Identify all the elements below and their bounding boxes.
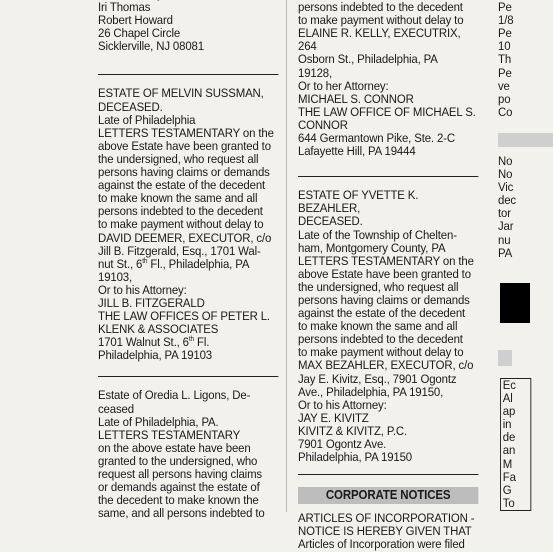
text-line: 10 [498, 39, 511, 54]
text-line: Philadelphia, PA 19103 [98, 348, 213, 363]
text-line: to make payment without delay to [98, 217, 264, 232]
text-line: Pe [498, 0, 512, 15]
text-line: Jay E. Kivitz, Esq., 7901 Ogontz [298, 371, 457, 386]
text-line: Or to her Attorney: [298, 78, 389, 93]
text-line: NOTICE IS HEREBY GIVEN THAT [298, 524, 472, 539]
text-line: ham, Montgomery County, PA [298, 240, 446, 255]
text-line: the decedent to make known the [98, 493, 259, 508]
text-line: KLENK & ASSOCIATES [98, 322, 219, 337]
text-line: No [498, 153, 513, 168]
text-line: Late of Philadelphia, PA. [98, 414, 219, 429]
text-line: No [498, 167, 513, 182]
text-line: Fa [502, 469, 516, 484]
notice-articles-incorporation [298, 512, 478, 551]
text-line: Th [498, 52, 512, 67]
text-line: against the estate of the decedent [298, 306, 466, 321]
text-line: ESTATE OF MELVIN SUSSMAN, [98, 86, 264, 101]
section-heading-corporate-notices: CORPORATE NOTICES [298, 487, 478, 504]
text-line: 644 Germantown Pike, Ste. 2-C [298, 131, 455, 146]
text-line: persons indebted to the decedent [98, 204, 263, 219]
text-line: M [502, 456, 513, 471]
text-line: against the estate of the decedent [98, 178, 266, 193]
text-line: THE LAW OFFICES OF PETER L. [98, 309, 270, 324]
text-line: to make known the same and all [298, 319, 458, 334]
text-line: ESTATE OF YVETTE K. BEZAHLER, [298, 188, 419, 216]
text-line: 1701 Walnut St., 6th Fl. [98, 335, 210, 350]
text-line: Jill B. Fitzgerald, Esq., 1701 Wal- [98, 243, 261, 258]
text-line: request all persons having claims [98, 467, 262, 481]
text-line: nu [498, 232, 511, 247]
text-line: THE LAW OFFICE OF MICHAEL S. [298, 104, 476, 119]
text-line: 26 Chapel Circle [98, 26, 181, 41]
text-line: Jar [498, 219, 514, 234]
text-line: tor [498, 206, 511, 221]
notice-divider [298, 474, 478, 475]
notice-divider [98, 376, 278, 377]
column-3-mid-fragment [498, 155, 553, 260]
text-line: LETTERS TESTAMENTARY [98, 427, 241, 442]
text-line: dec [498, 193, 516, 208]
text-line: Late of the Township of Chelten- [298, 227, 457, 242]
notice-bezahler-estate [298, 189, 478, 464]
text-line: in [502, 417, 512, 432]
text-line: Sicklerville, NJ 08081 [98, 39, 204, 54]
text-line: Lafayette Hill, PA 19444 [298, 144, 416, 159]
prior-notice-ending [98, 0, 278, 53]
text-line: Osborn St., Philadelphia, PA [298, 52, 438, 67]
text-line: Late of Philadelphia [98, 112, 196, 127]
text-line: ARTICLES OF INCORPORATION - [298, 511, 475, 526]
text-line: Co [498, 104, 513, 119]
notice-divider [98, 74, 278, 75]
text-line: Or to his Attorney: [298, 397, 387, 412]
text-line: ap [502, 404, 516, 419]
column-3-boxed-notice [500, 378, 531, 511]
text-line: Philadelphia, PA 19150 [298, 450, 413, 465]
column-3-clipped [498, 0, 553, 260]
text-line: Pe [498, 65, 512, 80]
text-line: nut St., 6th Fl., Philadelphia, PA [98, 256, 250, 271]
text-line: above Estate have been granted to [98, 138, 271, 153]
text-line: Ave., Philadelphia, PA 19150, [298, 384, 444, 399]
notice-ligons-estate [98, 389, 278, 520]
text-line: Iri Thomas [98, 0, 151, 15]
text-line: po [498, 91, 511, 106]
text-line: Vic [498, 180, 514, 195]
text-line: ceased [98, 401, 134, 416]
section-heading-bar [498, 350, 512, 366]
text-line: DECEASED. [298, 214, 363, 229]
kelly-notice-ending [298, 0, 478, 158]
text-line: persons having claims or demands [298, 292, 470, 307]
large-number-graphic: 1 [500, 283, 530, 323]
text-line: To [502, 495, 515, 510]
text-line: Robert Howard [98, 13, 173, 28]
notice-divider [298, 176, 478, 177]
text-line: MAX BEZAHLER, EXECUTOR, c/o [298, 358, 474, 373]
column-1 [98, 0, 278, 520]
text-line: Pe [498, 26, 512, 41]
text-line: same, and all persons indebted to [98, 506, 265, 521]
text-line: Or to his Attorney: [98, 282, 187, 297]
text-line: 19128, [298, 65, 333, 80]
text-line: Articles of Incorporation were filed [298, 537, 465, 552]
text-line: persons indebted to the decedent [298, 332, 463, 347]
text-line: ve [498, 78, 510, 93]
text-line: LETTERS TESTAMENTARY on the [98, 125, 274, 140]
text-line: Ec [502, 378, 516, 392]
text-line: PA [498, 245, 513, 260]
text-line: granted to the undersigned, who [98, 453, 258, 468]
text-line: 7901 Ogontz Ave. [298, 437, 387, 451]
notice-sussman-estate [98, 87, 278, 362]
text-line: DAVID DEEMER, EXECUTOR, c/o [98, 230, 272, 245]
text-line: CONNOR [298, 117, 348, 132]
text-line: an [502, 443, 516, 458]
column-divider [286, 0, 287, 512]
text-line: Estate of Oredia L. Ligons, De- [98, 388, 251, 403]
text-line: KIVITZ & KIVITZ, P.C. [298, 423, 408, 438]
text-line: MICHAEL S. CONNOR [298, 91, 414, 106]
column-3-top-fragment [498, 0, 553, 119]
text-line: the undersigned, who request all [298, 279, 459, 294]
text-line: LETTERS TESTAMENTARY on the [298, 253, 474, 268]
text-line: G [502, 482, 512, 497]
text-line: on the above estate have been [98, 440, 251, 455]
column-2 [298, 0, 478, 552]
text-line: above Estate have been granted to [298, 266, 471, 281]
text-line: 19103, [98, 269, 133, 284]
section-heading-bar [498, 133, 553, 147]
text-line: or demands against the estate of [98, 480, 260, 495]
text-line: de [502, 430, 516, 445]
text-line: JAY E. KIVITZ [298, 410, 369, 425]
text-line: persons indebted to the decedent [298, 0, 463, 15]
text-line: to make payment without delay to [298, 13, 464, 28]
text-line: DECEASED. [98, 99, 163, 114]
text-line: persons having claims or demands [98, 165, 270, 180]
text-line: 1/8 [498, 13, 514, 28]
text-line: to make payment without delay to [298, 345, 464, 360]
text-line: Al [502, 391, 513, 406]
text-line: ELAINE R. KELLY, EXECUTRIX, 264 [298, 26, 461, 54]
text-line: the undersigned, who request all [98, 151, 259, 166]
text-line: to make known the same and all [98, 191, 258, 206]
text-line: JILL B. FITZGERALD [98, 295, 205, 310]
